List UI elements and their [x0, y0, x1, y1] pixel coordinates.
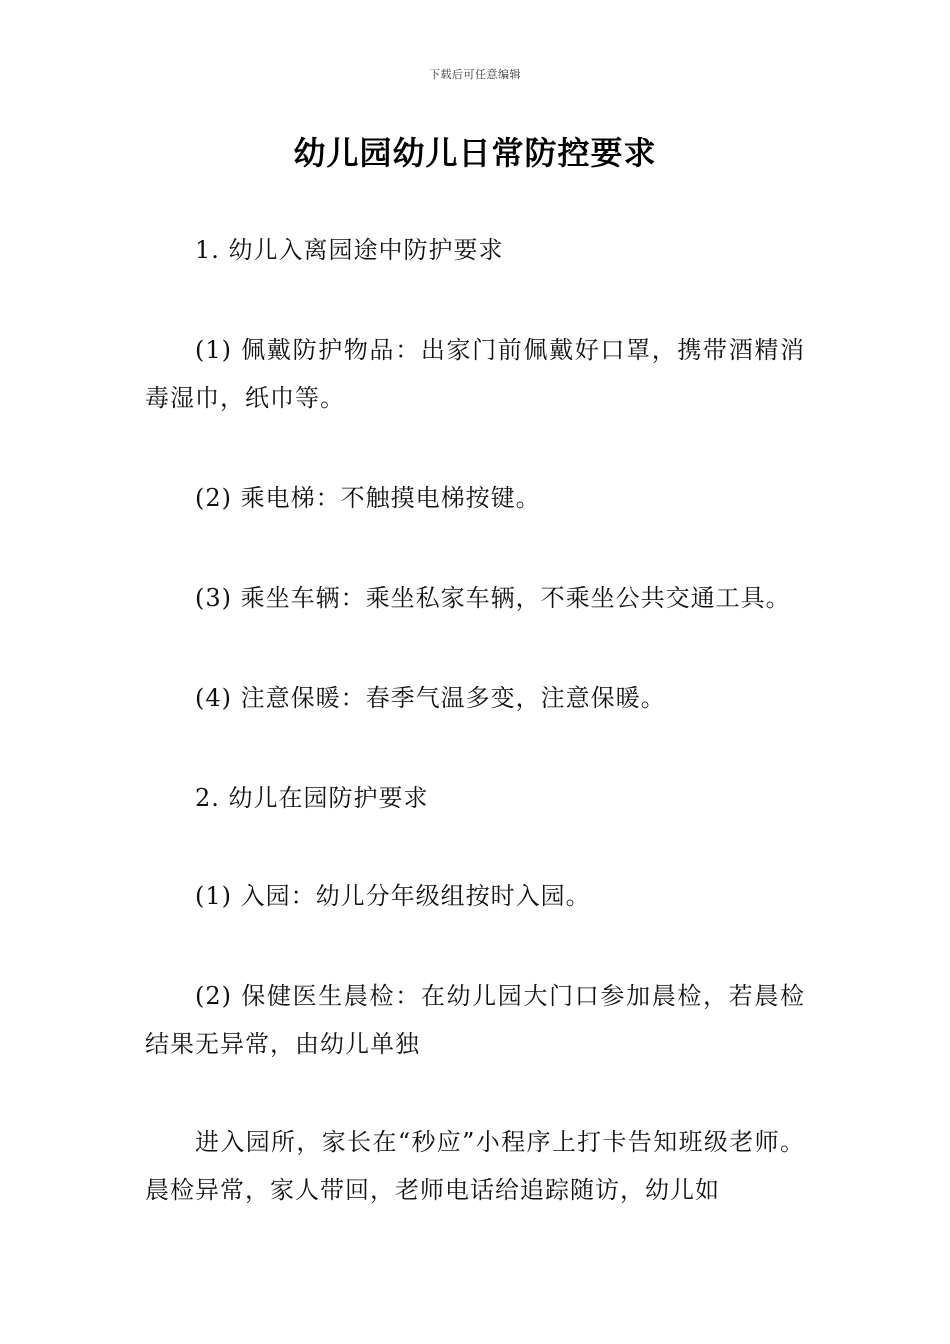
section-heading-2: 2. 幼儿在园防护要求 [195, 784, 429, 812]
paragraph-item: (2) 保健医生晨检：在幼儿园大门口参加晨检，若晨检结果无异常，由幼儿单独 [145, 982, 805, 1058]
paragraph-item: (1) 佩戴防护物品：出家门前佩戴好口罩，携带酒精消毒湿巾，纸巾等。 [145, 336, 805, 412]
header-note: 下载后可任意编辑 [429, 68, 521, 81]
paragraph-item: (1) 入园：幼儿分年级组按时入园。 [195, 882, 591, 910]
paragraph-item: 进入园所，家长在“秒应”小程序上打卡告知班级老师。晨检异常，家人带回，老师电话给追踪随访，幼儿如 [145, 1128, 805, 1204]
paragraph-item: (4) 注意保暖：春季气温多变，注意保暖。 [195, 684, 666, 712]
document-title: 幼儿园幼儿日常防控要求 [293, 134, 657, 172]
paragraph-item: (3) 乘坐车辆：乘坐私家车辆，不乘坐公共交通工具。 [195, 584, 791, 612]
paragraph-item: (2) 乘电梯：不触摸电梯按键。 [195, 484, 541, 512]
section-heading-1: 1. 幼儿入离园途中防护要求 [195, 236, 504, 264]
